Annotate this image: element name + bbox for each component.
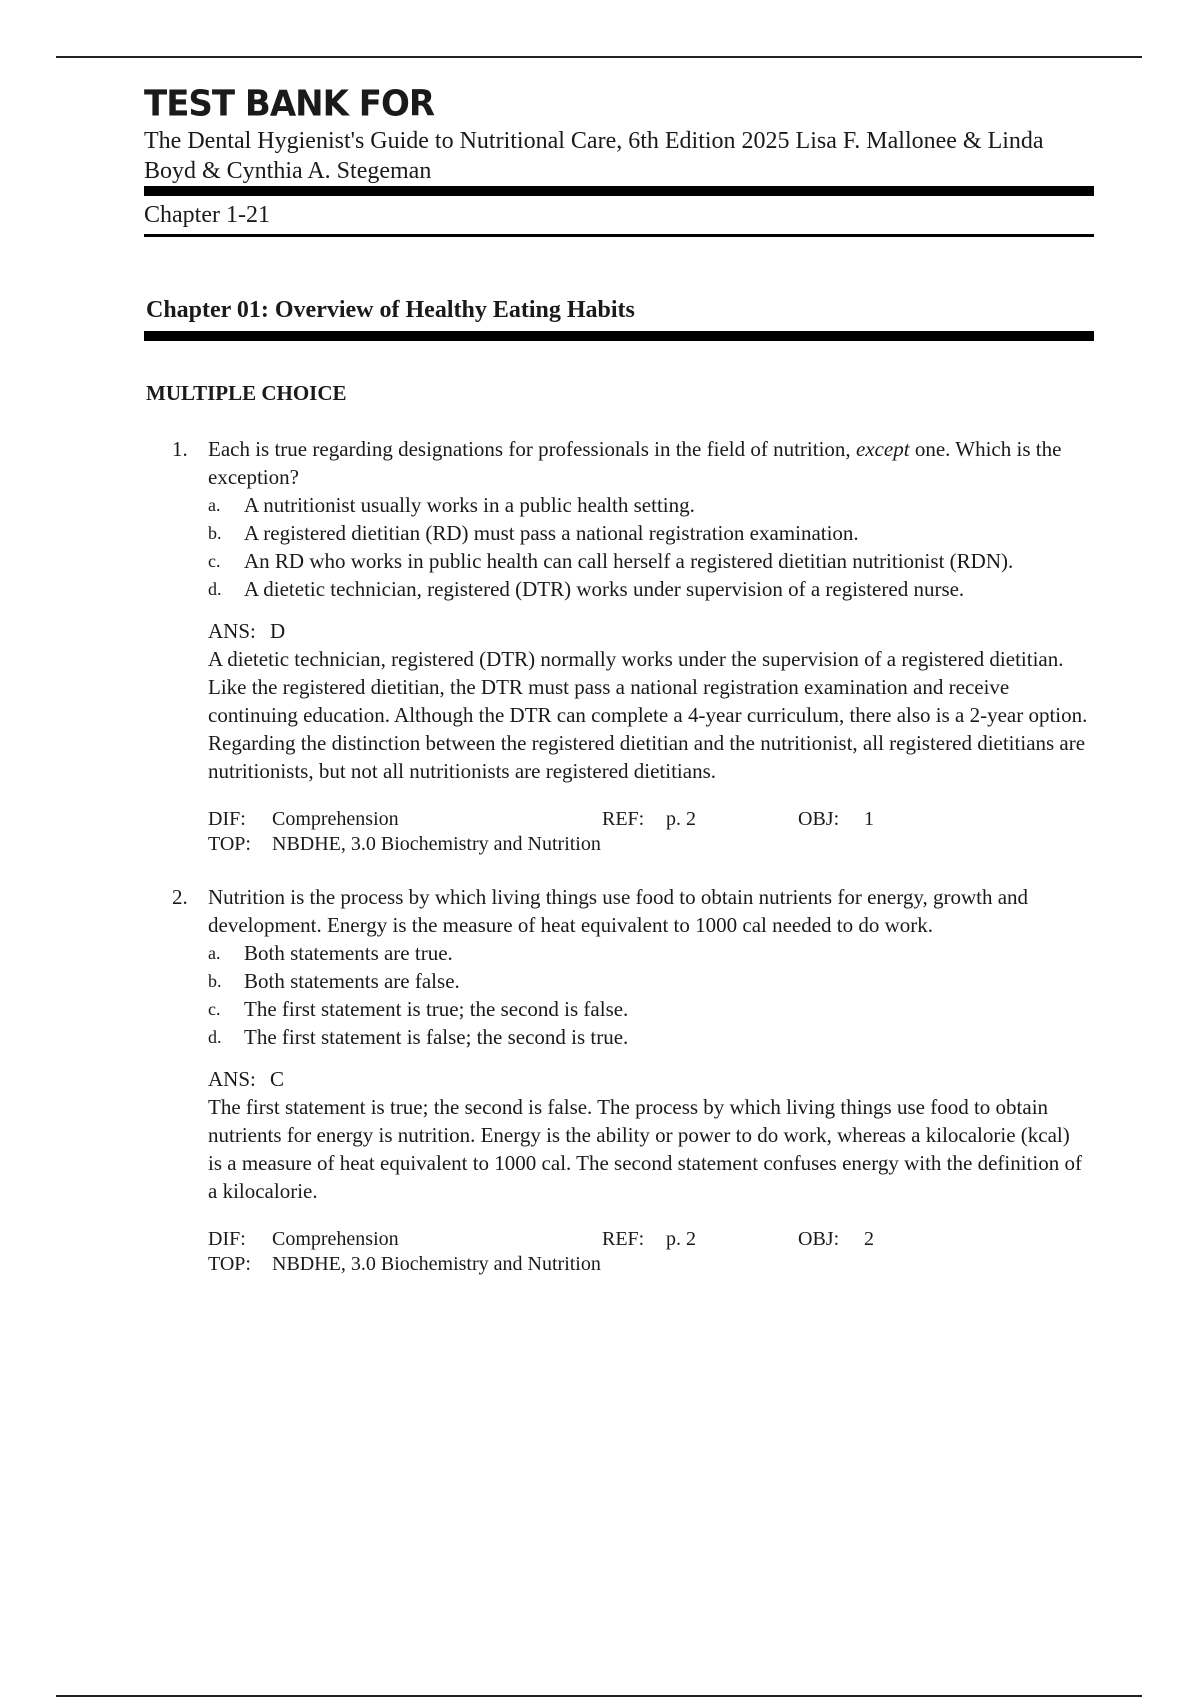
answer-key: D bbox=[270, 619, 286, 643]
option-a bbox=[208, 939, 1088, 967]
stem-emphasis: except bbox=[855, 437, 910, 461]
answer-label: ANS: bbox=[208, 619, 256, 643]
chapter-range: Chapter 1-21 bbox=[144, 202, 270, 228]
reference-value: p. 2 bbox=[666, 1228, 696, 1250]
option-d bbox=[208, 1023, 1088, 1051]
chapter-heading: Chapter 01: Overview of Healthy Eating Habits bbox=[146, 297, 635, 323]
option-a bbox=[208, 491, 1088, 519]
answer-rationale: The first statement is true; the second is false. The process by which living things use food to obtain nutrients for energy is nutrition. Energy is the ability or power to do work, whereas a kilocalorie (kcal) is a measure of heat equivalent to 1000 cal. The second statement confuses energy with the definition of a kilocalorie. bbox=[208, 1095, 1082, 1203]
difficulty-value: Comprehension bbox=[272, 808, 399, 830]
option-d bbox=[208, 575, 1088, 603]
difficulty-label: DIF: bbox=[208, 808, 246, 830]
option-text: The first statement is false; the second is true. bbox=[244, 1025, 629, 1049]
option-letter: a. bbox=[208, 943, 221, 963]
answer-rationale: A dietetic technician, registered (DTR) normally works under the supervision of a registered dietitian. Like the registered dietitian, the DTR must pass a national registration examination and receive continuing education. Although the DTR can complete a 4-year curriculum, there also is a 2-year option. Regarding the distinction between the registered dietitian and the nutritionist, all registered dietitians are nutritionists, but not all nutritionists are registered dietitians. bbox=[208, 647, 1088, 783]
reference-value: p. 2 bbox=[666, 808, 696, 830]
question-metadata bbox=[208, 1227, 1094, 1277]
option-text: Both statements are true. bbox=[244, 941, 453, 965]
option-c bbox=[208, 995, 1088, 1023]
option-letter: d. bbox=[208, 579, 222, 599]
answer-label: ANS: bbox=[208, 1067, 256, 1091]
question-stem bbox=[208, 435, 1088, 491]
option-b bbox=[208, 519, 1088, 547]
question-stem: Nutrition is the process by which living things use food to obtain nutrients for energy, growth and development. Energy is the measure of heat equivalent to 1000 cal needed to do work. bbox=[208, 885, 1029, 937]
page-top-rule bbox=[56, 56, 1142, 58]
objective-value: 2 bbox=[864, 1228, 874, 1250]
header-thin-rule bbox=[144, 234, 1094, 237]
reference-label: REF: bbox=[602, 1228, 645, 1250]
book-citation: The Dental Hygienist's Guide to Nutritional Care, 6th Edition 2025 Lisa F. Mallonee & Linda Boyd & Cynthia A. Stegeman bbox=[144, 128, 1044, 184]
option-letter: d. bbox=[208, 1027, 222, 1047]
answer-options bbox=[208, 491, 1094, 603]
objective-label: OBJ: bbox=[798, 1228, 840, 1250]
question-metadata bbox=[208, 807, 1094, 857]
metadata-row bbox=[208, 1252, 1094, 1277]
objective-label: OBJ: bbox=[798, 808, 840, 830]
question-1 bbox=[172, 435, 1094, 857]
topic-label: TOP: bbox=[208, 1253, 251, 1275]
topic-value: NBDHE, 3.0 Biochemistry and Nutrition bbox=[272, 833, 601, 855]
topic-value: NBDHE, 3.0 Biochemistry and Nutrition bbox=[272, 1253, 601, 1275]
question-number: 1. bbox=[172, 437, 188, 461]
option-b bbox=[208, 967, 1088, 995]
option-text: A registered dietitian (RD) must pass a national registration examination. bbox=[244, 521, 859, 545]
stem-part: Each is true regarding designations for professionals in the field of nutrition, bbox=[208, 437, 856, 461]
document-title: TEST BANK FOR bbox=[144, 83, 435, 126]
option-text: A dietetic technician, registered (DTR) works under supervision of a registered nurse. bbox=[244, 577, 965, 601]
chapter-rule bbox=[144, 331, 1094, 341]
question-number: 2. bbox=[172, 885, 188, 909]
document-body bbox=[144, 80, 1094, 1277]
objective-value: 1 bbox=[864, 808, 874, 830]
option-text: The first statement is true; the second is false. bbox=[244, 997, 629, 1021]
option-text: A nutritionist usually works in a public health setting. bbox=[244, 493, 695, 517]
answer-options bbox=[208, 939, 1094, 1051]
header-thick-rule bbox=[144, 186, 1094, 196]
option-letter: c. bbox=[208, 551, 221, 571]
stem-part: one. Which is the exception? bbox=[208, 437, 1062, 489]
option-letter: b. bbox=[208, 971, 222, 991]
metadata-row bbox=[208, 807, 1094, 832]
option-letter: a. bbox=[208, 495, 221, 515]
section-heading: MULTIPLE CHOICE bbox=[146, 381, 347, 405]
answer-line bbox=[208, 1065, 1094, 1093]
answer-key: C bbox=[270, 1067, 285, 1091]
option-c bbox=[208, 547, 1088, 575]
metadata-row bbox=[208, 832, 1094, 857]
option-text: An RD who works in public health can call herself a registered dietitian nutritionist (RDN). bbox=[244, 549, 1014, 573]
page-bottom-rule bbox=[56, 1695, 1142, 1697]
reference-label: REF: bbox=[602, 808, 645, 830]
option-text: Both statements are false. bbox=[244, 969, 460, 993]
difficulty-value: Comprehension bbox=[272, 1228, 399, 1250]
question-2 bbox=[172, 883, 1094, 1277]
answer-line bbox=[208, 617, 1094, 645]
difficulty-label: DIF: bbox=[208, 1228, 246, 1250]
option-letter: c. bbox=[208, 999, 221, 1019]
topic-label: TOP: bbox=[208, 833, 251, 855]
option-letter: b. bbox=[208, 523, 222, 543]
metadata-row bbox=[208, 1227, 1094, 1252]
